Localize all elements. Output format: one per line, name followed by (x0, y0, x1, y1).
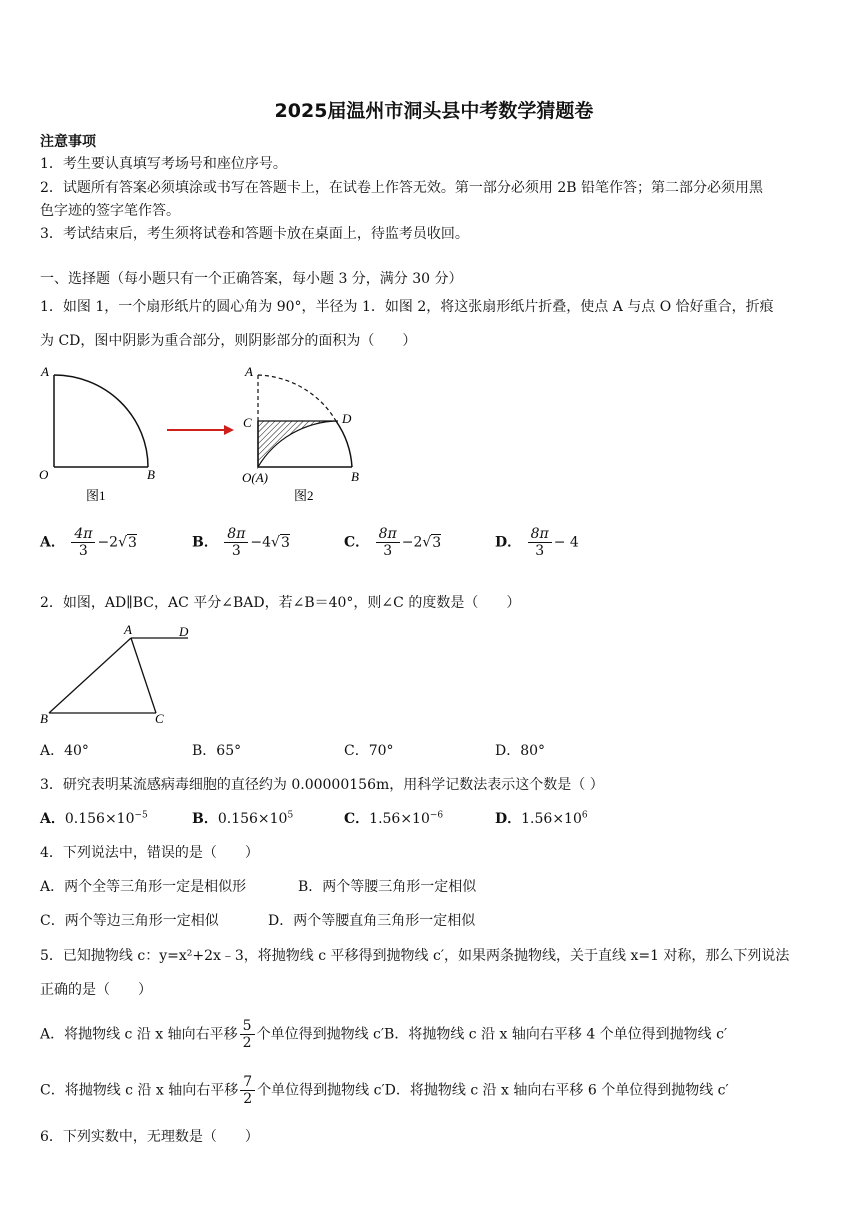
q2-fig-label-D: D (179, 624, 189, 639)
q4-option-a[interactable]: A．两个全等三角形一定是相似形 (40, 879, 247, 895)
q2-figure (36, 620, 206, 730)
q2-fig-label-C: C (155, 711, 164, 726)
notice-line: 色字迹的签字笔作答。 (40, 203, 180, 219)
q5-stem-line1: 5．已知抛物线 c：y=x²+2x﹣3，将抛物线 c 平移得到抛物线 c′，如果两条抛物线，关于直线 x=1 对称，那么下列说法 (40, 948, 790, 964)
q1-fig2-label-B: B (351, 469, 359, 484)
q3-option-a[interactable]: A．$0.156\times 10^{-5}$ (40, 810, 148, 827)
q3-stem: 3．研究表明某流感病毒细胞的直径约为 0.00000156m，用科学记数法表示这个数是（ ） (40, 777, 604, 793)
q1-option-d[interactable]: D． $\frac{8\pi}{3}$ − 4 (495, 526, 579, 560)
notice-line: 1．考生要认真填写考场号和座位序号。 (40, 156, 287, 172)
q4-option-d[interactable]: D．两个等腰直角三角形一定相似 (268, 913, 476, 929)
notice-line: 3．考试结束后，考生须将试卷和答题卡放在桌面上，待监考员收回。 (40, 226, 469, 242)
q1-fig2-label-A: A (245, 364, 253, 379)
q3-option-b[interactable]: B．$0.156\times 10^5$ (192, 810, 294, 827)
q4-option-b[interactable]: B．两个等腰三角形一定相似 (298, 879, 477, 895)
notice-line: 2．试题所有答案必须填涂或书写在答题卡上，在试卷上作答无效。第一部分必须用 2B 铅笔作答；第二部分必须用黑 (40, 180, 763, 196)
section-heading: 一、选择题（每小题只有一个正确答案，每小题 3 分，满分 30 分） (40, 271, 463, 287)
q1-fig1-label-A: A (41, 364, 49, 379)
q1-fig2-label-C: C (243, 415, 252, 430)
q2-option-b[interactable]: B．65° (192, 743, 242, 759)
q2-option-d[interactable]: D．80° (495, 743, 546, 759)
q1-option-a[interactable]: A． $\frac{4\pi}{3}$ −2√3 (40, 526, 137, 560)
q5-stem-line2: 正确的是（ ） (40, 982, 152, 998)
q5-option-ab[interactable]: A．将抛物线 c 沿 x 轴向右平移 $\frac{5}{2}$ 个单位得到抛物线 c′B．将抛物线 c 沿 x 轴向右平移 4 个单位得到抛物线 c′ (40, 1018, 728, 1052)
q3-option-d[interactable]: D．$1.56\times 10^6$ (495, 810, 588, 827)
red-arrow-icon (167, 425, 234, 435)
q5-option-cd[interactable]: C．将抛物线 c 沿 x 轴向右平移 $\frac{7}{2}$ 个单位得到抛物线 c′D．将抛物线 c 沿 x 轴向右平移 6 个单位得到抛物线 c′ (40, 1074, 729, 1108)
q1-fig1-label-O: O (39, 467, 49, 482)
q2-fig-label-A: A (124, 622, 132, 637)
q6-stem: 6．下列实数中，无理数是（ ） (40, 1129, 259, 1145)
q4-option-c[interactable]: C．两个等边三角形一定相似 (40, 913, 219, 929)
q1-fig2-label-OA: O(A) (242, 470, 268, 485)
q1-figures (36, 360, 366, 510)
q2-option-c[interactable]: C．70° (344, 743, 394, 759)
q1-figure-2 (242, 364, 359, 503)
q2-option-a[interactable]: A．40° (40, 743, 89, 759)
page-title: 2025届温州市洞头县中考数学猜题卷 (274, 100, 594, 122)
q1-fig1-caption: 图1 (86, 488, 106, 503)
q1-option-c[interactable]: C． $\frac{8\pi}{3}$ −2√3 (344, 526, 442, 560)
q1-stem-line1: 1．如图 1，一个扇形纸片的圆心角为 90°，半径为 1．如图 2，将这张扇形纸片折叠，使点 A 与点 O 恰好重合，折痕 (40, 299, 774, 315)
notice-heading: 注意事项 (40, 134, 96, 150)
q1-figure-1 (39, 364, 155, 503)
q3-option-c[interactable]: C．$1.56\times 10^{-6}$ (344, 810, 444, 827)
q1-fig1-label-B: B (147, 467, 155, 482)
q1-fig2-label-D: D (342, 411, 352, 426)
q1-stem-line2: 为 CD，图中阴影为重合部分，则阴影部分的面积为（ ） (40, 333, 417, 349)
q2-fig-label-B: B (40, 711, 48, 726)
q4-stem: 4．下列说法中，错误的是（ ） (40, 845, 259, 861)
q1-option-b[interactable]: B． $\frac{8\pi}{3}$ −4√3 (192, 526, 290, 560)
q2-stem: 2．如图，AD∥BC，AC 平分∠BAD，若∠B＝40°，则∠C 的度数是（ ） (40, 595, 521, 611)
q1-fig2-caption: 图2 (294, 488, 314, 503)
